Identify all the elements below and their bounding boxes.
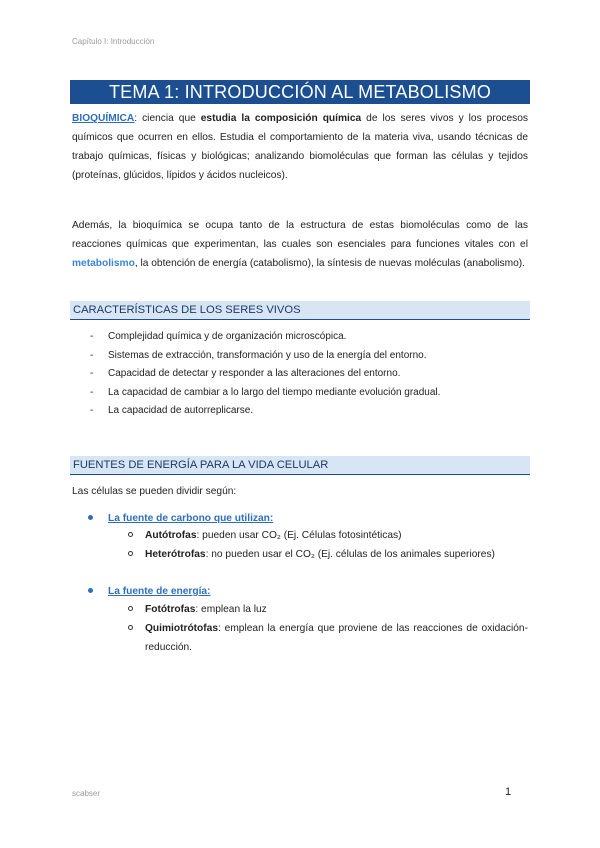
sub-item-quimiotrotofas [128, 619, 528, 657]
list-item-text: La capacidad de cambiar a lo largo del tiempo mediante evolución gradual. [108, 386, 441, 398]
sub-item-text [145, 619, 528, 657]
list-item [90, 328, 530, 347]
sub-item-text [145, 526, 528, 545]
intro-text-2: de los seres vivos y los procesos químicos que ocurren en ellos. Estudia el comportamiento de la materia viva, usando técnicas de trabajo químicas, físicas y biológicas; analizando biomoléculas que forman las células y tejidos (proteínas, glúcidos, lípidos y ácidos nucleicos). [72, 113, 528, 181]
circle-bullet-icon [128, 606, 133, 611]
sub-item-heterotrofas [128, 545, 528, 564]
bullet-dot-icon [88, 515, 93, 520]
list-item [90, 402, 530, 421]
dash-marker: - [90, 405, 94, 417]
energy-intro-text: Las células se pueden dividir según: [72, 486, 237, 497]
autotrofas-desc: : pueden usar CO₂ (Ej. Células fotosintéticas) [196, 530, 402, 541]
list-item [90, 347, 530, 366]
characteristics-list [90, 328, 530, 421]
list-item [90, 365, 530, 384]
list-item-text: Capacidad de detectar y responder a las alteraciones del entorno. [108, 368, 401, 380]
circle-bullet-icon [128, 532, 133, 537]
dash-marker: - [90, 368, 94, 380]
circle-bullet-icon [128, 625, 133, 630]
dash-marker: - [90, 331, 94, 342]
list-item-text: Sistemas de extracción, transformación y uso de la energía del entorno. [108, 349, 427, 361]
bullet-energy-source [88, 583, 210, 600]
list-item [90, 384, 530, 403]
para2-text-2: , la obtención de energía (catabolismo), la síntesis de nuevas moléculas (anabolismo). [134, 258, 526, 269]
list-item-text: Complejidad química y de organización microscópica. [108, 331, 347, 342]
autotrofas-term: Autótrofas [145, 530, 197, 541]
dash-marker: - [90, 386, 94, 398]
energy-source-label: La fuente de energía: [108, 586, 211, 597]
bullet-carbon-source [88, 510, 273, 527]
page-title: TEMA 1: INTRODUCCIÓN AL METABOLISMO [70, 80, 530, 104]
bullet-dot-icon [88, 588, 93, 593]
section-heading-characteristics: CARACTERÍSTICAS DE LOS SERES VIVOS [70, 301, 530, 320]
quimiotrotofas-term: Quimiotrótofas [145, 623, 219, 634]
sub-item-autotrofas [128, 526, 528, 545]
intro-bold: estudia la composición química [200, 113, 362, 124]
heterotrofas-term: Heterótrofas [145, 549, 206, 560]
metabolismo-term: metabolismo [72, 258, 135, 269]
quimiotrotofas-desc: : emplean la energía que proviene de las reacciones de oxidación-reducción. [145, 623, 528, 653]
page-number: 1 [505, 786, 512, 798]
dash-marker: - [90, 349, 94, 361]
carbon-source-label: La fuente de carbono que utilizan: [108, 513, 274, 524]
intro-paragraph [72, 109, 528, 185]
section-heading-energy-sources: FUENTES DE ENERGÍA PARA LA VIDA CELULAR [70, 456, 530, 475]
running-header: Capítulo I: Introducción [72, 37, 155, 46]
intro-colon: : [134, 113, 138, 124]
fototrofas-term: Fotótrofas [145, 604, 196, 615]
circle-bullet-icon [128, 551, 133, 556]
intro-text-1: ciencia que [137, 113, 201, 124]
footer-author: scabser [72, 789, 101, 798]
sub-item-fototrofas [128, 600, 528, 619]
metabolism-paragraph [72, 216, 528, 273]
sub-item-text [145, 600, 528, 619]
fototrofas-desc: : emplean la luz [195, 604, 267, 615]
heterotrofas-desc: : no pueden usar el CO₂ (Ej. células de los animales superiores) [205, 549, 495, 560]
list-item-text: La capacidad de autorreplicarse. [108, 405, 254, 417]
bioquimica-term: BIOQUÍMICA [72, 113, 135, 124]
para2-text-1: Además, la bioquímica se ocupa tanto de la estructura de estas biomoléculas como de las reacciones químicas que experimentan, las cuales son esenciales para funciones vitales con el [72, 220, 528, 250]
sub-item-text [145, 545, 528, 564]
